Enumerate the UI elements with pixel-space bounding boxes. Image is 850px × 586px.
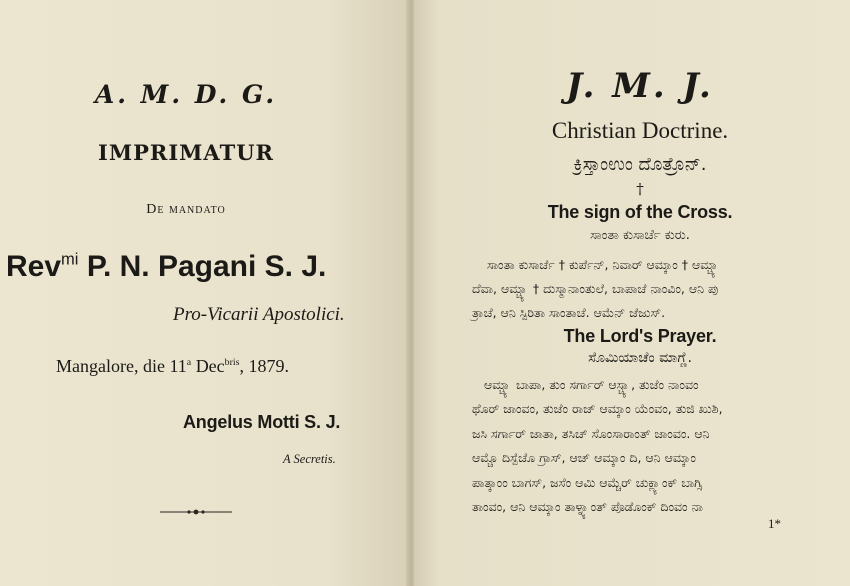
doctrine-title-kn: ಕ್ರಿಸ್ತಾಂಉಂ ದೊತ್ರೊನ್. <box>573 154 707 175</box>
reverend-prefix: Rev <box>6 250 62 283</box>
sign-of-cross-kn: ಸಾಂತಾ ಕುಸಾರ್ಚೆ ಕುರು. <box>590 228 690 243</box>
para2-line-1: ಆಮ್ಚ್ಯಾ ಬಾಪಾ, ತುಂ ಸರ್ಗಾರ್ ಆಸ್ಚ್ಯಾ, ತುಜೆಂ ನಾಂವಂ <box>484 377 699 392</box>
para2-line-4: ಆಮ್ಚೊ ದಿಸ್ಪೆಚೊ ಗ್ರಾಸ್, ಆಜ್ ಆಮ್ಕಾಂ ದಿ, ಆನಿ ಆಮ್ಕಾಂ <box>472 450 696 465</box>
left-monogram: A. M. D. G. <box>94 80 278 109</box>
doctrine-title: Christian Doctrine. <box>551 118 729 143</box>
reverend-sup: mi <box>61 250 79 269</box>
para2-line-2: ಥೊರ್ ಜಾಂವಂ, ತುಜೆಂ ರಾಜ್ ಆಮ್ಕಾಂ ಯೆಂವಂ, ತುಜಿ ಖುಶಿ, <box>472 401 723 416</box>
place-date-c: , 1879. <box>239 356 289 376</box>
reverend-name <box>6 250 326 284</box>
dagger-mark: † <box>636 180 644 198</box>
right-monogram: J. M. J. <box>566 66 714 106</box>
ornament-rule <box>160 508 232 516</box>
para1-line-3: ತ್ರಾಚೆ, ಆನಿ ಸ್ಪಿರಿತಾ ಸಾಂತಾಚೆ. ಆಮೆನ್ ಜೆಜುಸ್. <box>472 305 666 320</box>
signatory-name: Angelus Motti S. J. <box>183 412 341 432</box>
de-mandato-line: De mandato <box>146 202 226 217</box>
para2-line-5: ಪಾತ್ಕಾಂಂ ಬಾಗಸ್, ಜಸೆಂ ಆಮಿ ಆಮ್ಚೆರ್ ಚುಕ್ಲ್ಯಾಂಕ್ ಬಾಗ್ಸಿ <box>472 475 703 490</box>
place-date-sup1: a <box>186 357 192 369</box>
para1-line-2: ದೆವಾ, ಆಮ್ಚ್ಯಾ † ದುಸ್ಮಾನಾಂತುಲೆ, ಬಾಪಾಚೆ ನಾಂವಿಂ, ಆನಿ ಪು <box>472 281 719 296</box>
lords-prayer-kn: ಸೊಮಿಯಾಚೆಂ ಮಾಗ್ಣೆ. <box>588 350 692 366</box>
page-signature-mark: 1* <box>768 516 781 531</box>
place-date-b: Dec <box>191 356 225 376</box>
para2-line-6: ತಾಂವಂ, ಆನಿ ಆಮ್ಕಾಂ ತಾಳ್ನ್ಯಾಂತ್ ಪೊಡೊಂಕ್ ದಿಂವಂ ನಾ <box>472 499 703 514</box>
sign-of-cross-heading: The sign of the Cross. <box>547 202 733 222</box>
reverend-name-text: P. N. Pagani S. J. <box>86 250 327 283</box>
para1-line-1: ಸಾಂತಾ ಕುಸಾರ್ಚೆ † ಕುರ್ಪೆನ್, ನಿವಾರ್ ಆಮ್ಕಾಂ † ಆಮ್ಚ್ಯಾ <box>487 257 720 272</box>
lords-prayer-heading: The Lord's Prayer. <box>563 326 717 346</box>
place-date-sup2: bris <box>224 357 240 369</box>
imprimatur-heading: IMPRIMATUR <box>98 140 274 165</box>
place-date-a: Mangalore, die 11 <box>56 356 187 376</box>
pro-vicarii-line: Pro-Vicarii Apostolici. <box>173 304 345 325</box>
para2-line-3: ಜಸಿ ಸರ್ಗಾರ್ ಜಾತಾ, ತಸಿಚ್ ಸೊಂಸಾರಾಂತ್ ಜಾಂವಂ. ಆನಿ <box>472 426 710 441</box>
place-date-line <box>56 356 289 377</box>
secretis-line: A Secretis. <box>283 452 336 466</box>
